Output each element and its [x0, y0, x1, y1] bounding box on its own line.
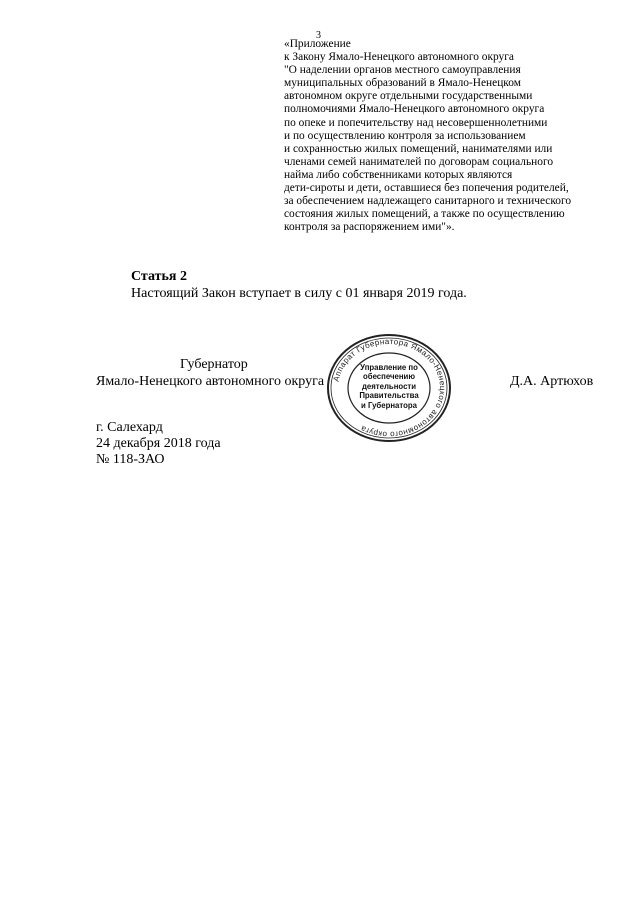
stamp-center-text	[351, 363, 427, 410]
stamp-line: Управление по	[360, 363, 418, 372]
appendix-line: по опеке и попечительству над несовершеннолетними	[284, 116, 548, 129]
appendix-line: и по осуществлению контроля за использованием	[284, 129, 526, 142]
stamp-line: деятельности	[361, 381, 417, 391]
appendix-line: полномочиями Ямало-Ненецкого автономного округа	[284, 103, 545, 116]
stamp-ring-text: Аппарат Губернатора Ямало-Ненецкого автономного округа	[331, 336, 448, 440]
appendix-line: «Приложение	[284, 38, 351, 50]
date-line: 24 декабря 2018 года	[96, 436, 221, 451]
appendix-line: состояния жилых помещений, а также по осуществлению	[284, 208, 565, 221]
appendix-line: автономном округе отдельными государственными	[284, 90, 533, 103]
appendix-line: муниципальных образований в Ямало-Ненецком	[284, 77, 521, 90]
appendix-block	[284, 38, 614, 234]
law-number-line: № 118-ЗАО	[96, 452, 165, 467]
article-heading: Статья 2	[131, 269, 187, 284]
page-number: 3	[316, 30, 321, 41]
signer-region: Ямало-Ненецкого автономного округа	[96, 374, 325, 389]
place-line: г. Салехард	[96, 420, 163, 435]
stamp-line: Правительства	[359, 391, 419, 401]
appendix-line: дети-сироты и дети, оставшиеся без попечения родителей,	[284, 182, 569, 195]
appendix-line: контроля за распоряжением ими"».	[284, 221, 455, 234]
stamp-line: обеспечению	[362, 372, 416, 382]
appendix-line: найма либо собственниками которых являются	[284, 168, 513, 181]
article-text: Настоящий Закон вступает в силу с 01 января 2019 года.	[131, 286, 467, 301]
appendix-line: "О наделении органов местного самоуправления	[284, 64, 521, 77]
signer-title: Губернатор	[180, 357, 248, 372]
appendix-line: и сохранностью жилых помещений, нанимателями или	[284, 142, 553, 155]
appendix-line: к Закону Ямало-Ненецкого автономного округа	[284, 51, 514, 64]
official-stamp	[325, 333, 453, 443]
place-date-block	[96, 420, 221, 468]
appendix-line: за обеспечением надлежащего санитарного и технического	[284, 195, 572, 208]
stamp-line: и Губернатора	[361, 400, 417, 410]
signer-name: Д.А. Артюхов	[510, 374, 594, 389]
appendix-line: членами семей нанимателей по договорам социального	[284, 155, 554, 168]
